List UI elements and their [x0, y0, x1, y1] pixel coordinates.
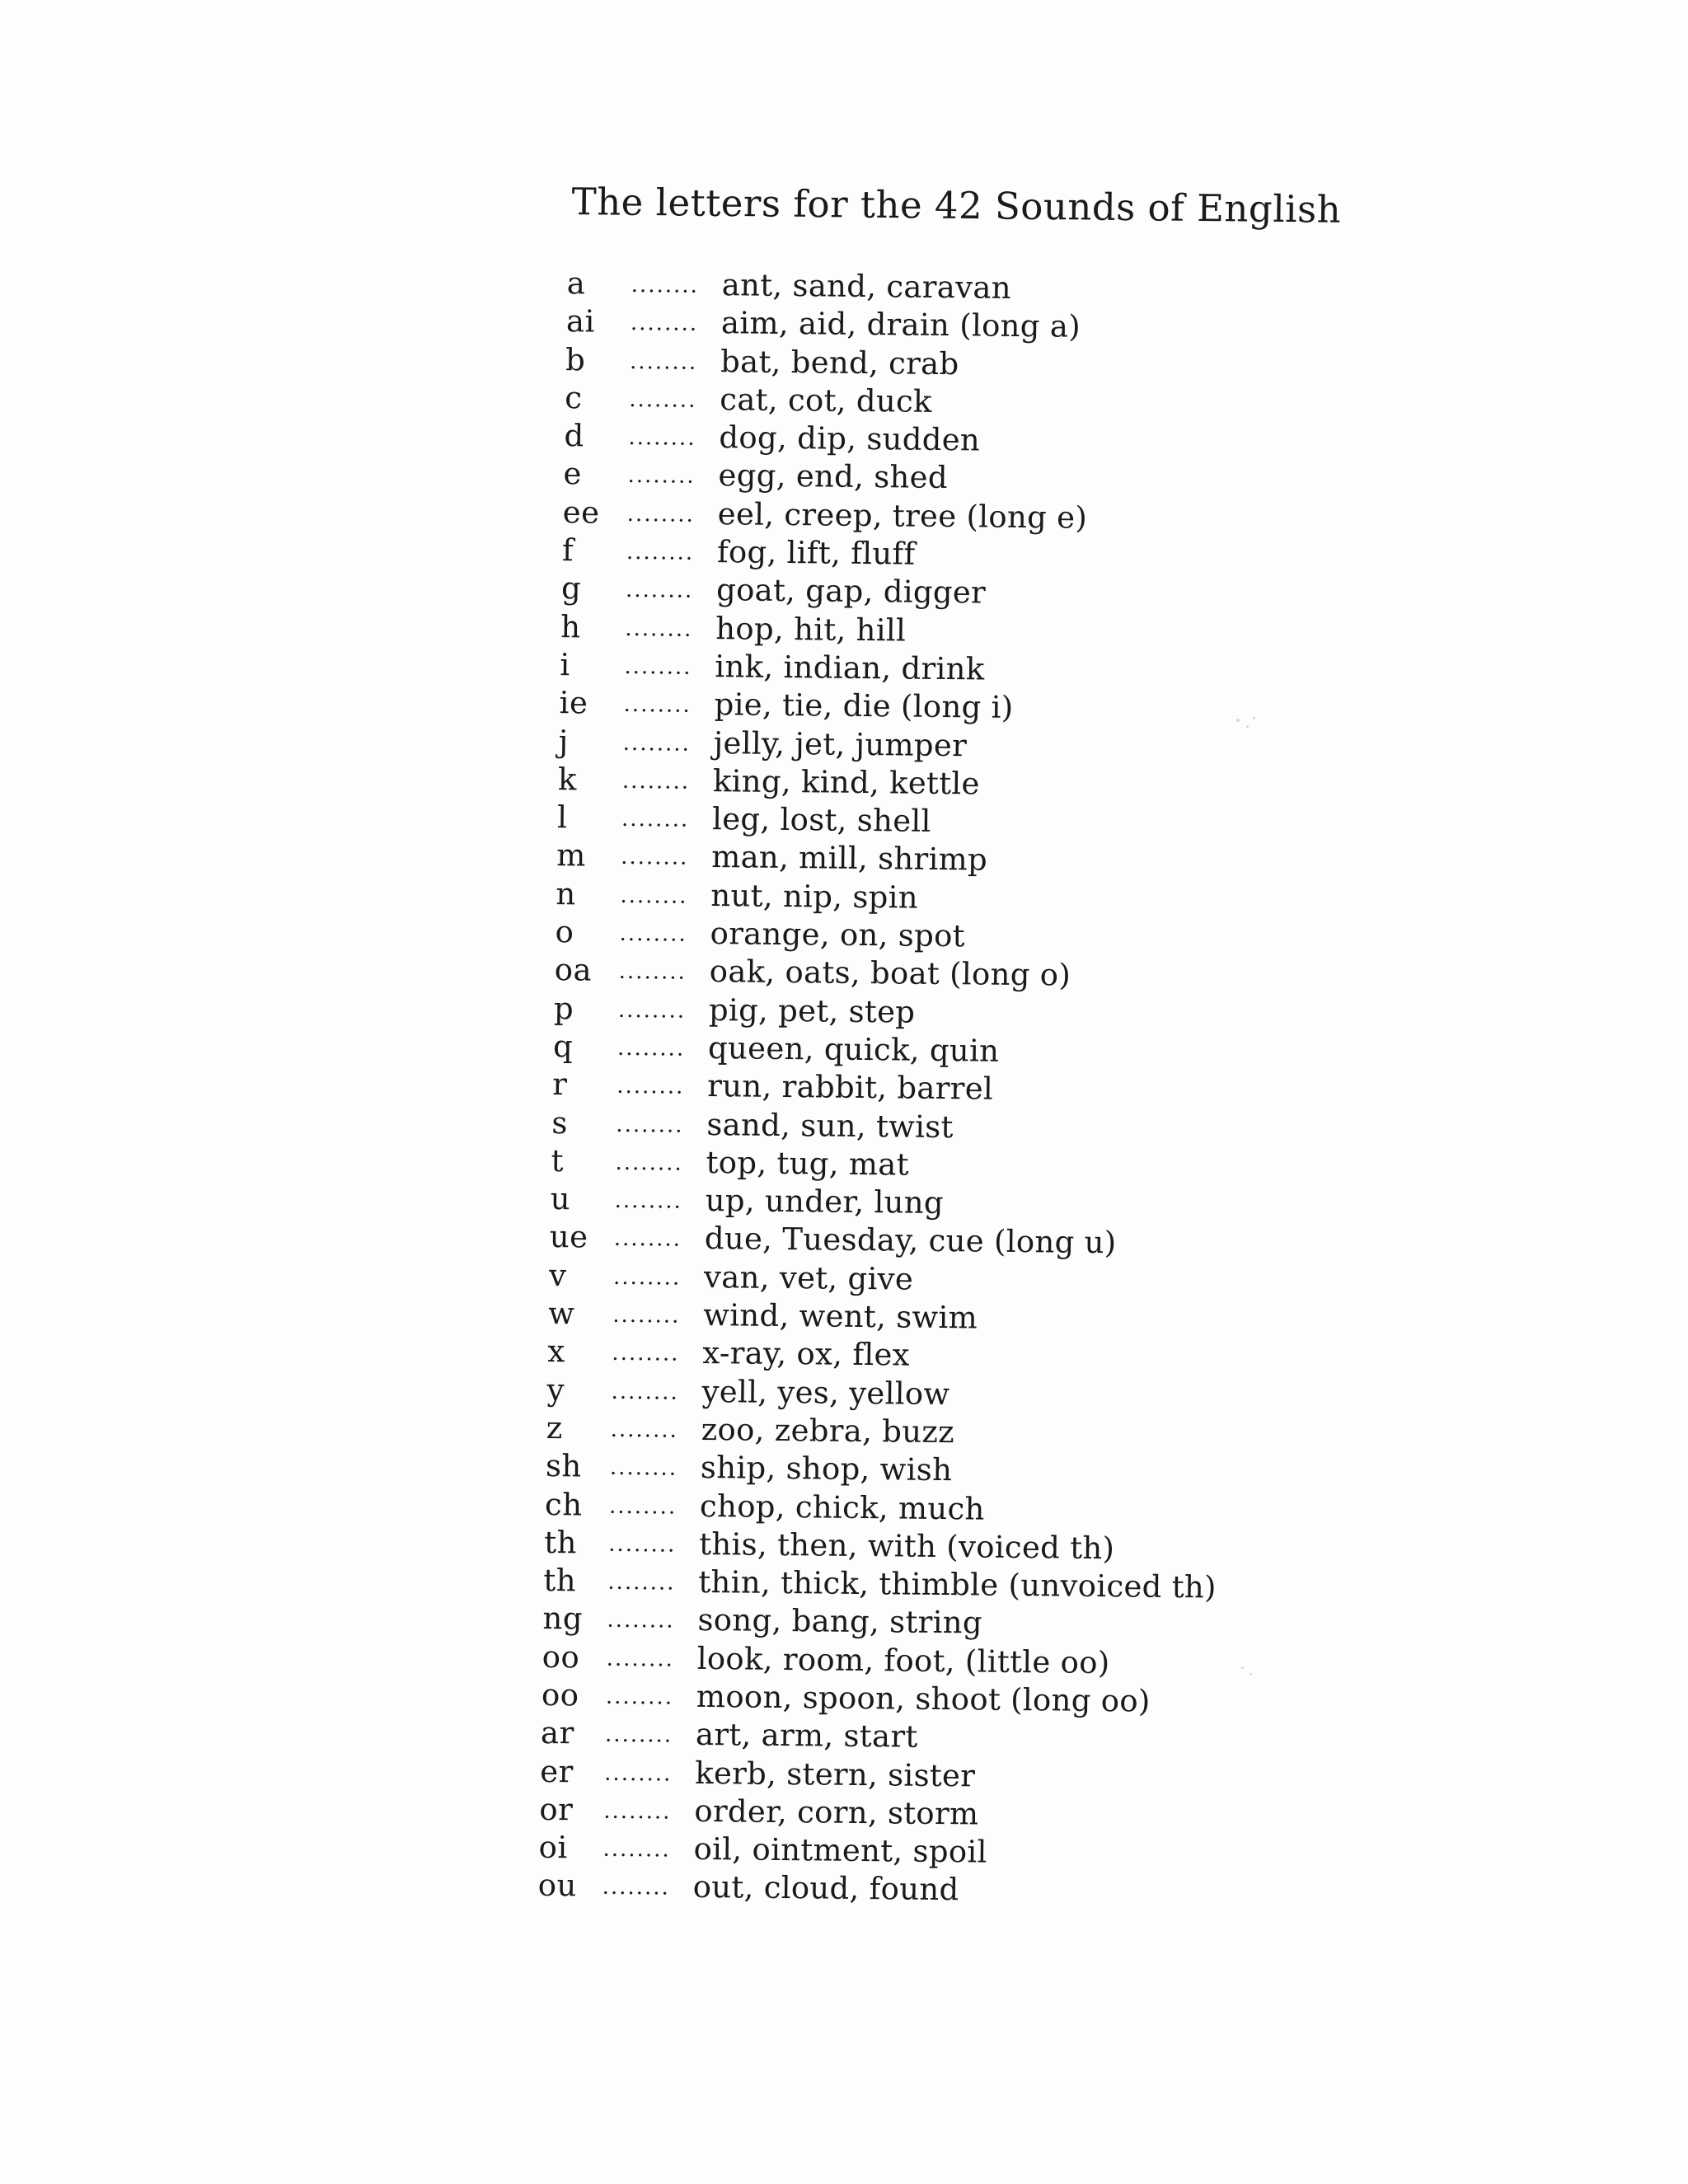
sound-letters: ou: [537, 1868, 578, 1904]
dot-leader: ........: [619, 921, 687, 947]
dot-leader: ........: [604, 1760, 673, 1787]
example-words: cat, cot, duck: [720, 382, 932, 419]
example-words: song, bang, string: [697, 1602, 983, 1641]
example-words: pig, pet, step: [708, 991, 916, 1030]
dot-leader: ........: [629, 349, 698, 375]
example-words: moon, spoon, shoot (long oo): [696, 1678, 1151, 1719]
example-words: kerb, stern, sister: [695, 1755, 976, 1794]
dot-leader: ........: [603, 1798, 672, 1825]
dot-leader: ........: [620, 883, 688, 909]
sound-letters: th: [543, 1563, 577, 1599]
sound-letters: sh: [545, 1448, 582, 1484]
sound-letters: i: [560, 647, 570, 683]
sound-letters: s: [551, 1104, 569, 1141]
example-words: aim, aid, drain (long a): [720, 305, 1081, 345]
example-words: look, room, foot, (little oo): [696, 1640, 1110, 1680]
scan-speck: [1236, 719, 1240, 722]
sound-letters: l: [556, 799, 568, 836]
sound-letters: f: [561, 532, 574, 569]
sound-letters: th: [544, 1524, 578, 1561]
sound-letters: or: [539, 1791, 574, 1828]
example-words: ant, sand, caravan: [721, 267, 1012, 306]
sound-letters: p: [553, 990, 574, 1026]
example-words: order, corn, storm: [694, 1793, 979, 1832]
sound-letters: d: [564, 418, 584, 454]
example-words: nut, nip, spin: [710, 877, 919, 916]
dot-leader: ........: [605, 1684, 674, 1710]
dot-leader: ........: [629, 387, 697, 413]
example-words: sand, sun, twist: [706, 1106, 954, 1145]
sound-letters: x: [547, 1333, 566, 1370]
page-title: The letters for the 42 Sounds of English: [571, 180, 1342, 232]
example-words: egg, end, shed: [718, 457, 949, 496]
sound-letters: h: [560, 608, 581, 645]
sound-letters: n: [556, 875, 576, 912]
dot-leader: ........: [604, 1722, 673, 1748]
example-words: this, then, with (voiced th): [699, 1526, 1115, 1567]
example-words: zoo, zebra, buzz: [701, 1411, 955, 1451]
dot-leader: ........: [602, 1875, 670, 1901]
dot-leader: ........: [608, 1531, 677, 1558]
dot-leader: ........: [617, 997, 687, 1024]
sound-letters: e: [563, 456, 583, 492]
dot-leader: ........: [610, 1417, 678, 1443]
sound-letters: ee: [562, 494, 600, 531]
sound-letters: v: [548, 1257, 567, 1293]
example-words: bat, bend, crab: [720, 343, 959, 382]
sound-letters: oi: [538, 1830, 568, 1866]
sound-letters: k: [557, 761, 578, 798]
example-words: eel, creep, tree (long e): [717, 495, 1088, 536]
sound-letters: t: [551, 1142, 565, 1179]
dot-leader: ........: [607, 1608, 675, 1634]
example-words: king, kind, kettle: [712, 762, 980, 802]
dot-leader: ........: [615, 1150, 683, 1176]
example-words: yell, yes, yellow: [701, 1373, 950, 1412]
sound-letters: o: [555, 914, 574, 950]
dot-leader: ........: [618, 959, 687, 986]
dot-leader: ........: [626, 540, 695, 565]
sound-letters: c: [565, 380, 583, 416]
example-words: queen, quick, quin: [707, 1029, 1000, 1069]
example-words: chop, chick, much: [699, 1488, 985, 1527]
example-words: man, mill, shrimp: [710, 839, 988, 879]
sound-letters: ue: [549, 1219, 588, 1255]
dot-leader: ........: [617, 1035, 686, 1062]
scan-speck: [1250, 1673, 1252, 1675]
dot-leader: ........: [625, 616, 693, 642]
example-words: out, cloud, found: [692, 1869, 959, 1908]
example-words: ink, indian, drink: [715, 649, 985, 687]
example-words: ship, shop, wish: [700, 1450, 953, 1488]
dot-leader: ........: [613, 1226, 682, 1253]
dot-leader: ........: [624, 654, 692, 680]
example-words: jelly, jet, jumper: [713, 724, 968, 763]
example-words: goat, gap, digger: [715, 572, 987, 611]
example-words: thin, thick, thimble (unvoiced th): [698, 1564, 1217, 1605]
example-words: leg, lost, shell: [711, 801, 931, 840]
dot-leader: ........: [603, 1836, 671, 1863]
example-words: hop, hit, hill: [715, 610, 907, 649]
dot-leader: ........: [606, 1646, 674, 1672]
example-words: art, arm, start: [695, 1717, 918, 1755]
example-words: pie, tie, die (long i): [714, 687, 1014, 726]
dot-leader: ........: [621, 807, 690, 832]
sound-letters: ie: [559, 685, 588, 721]
sound-letters: oo: [542, 1638, 580, 1675]
dot-leader: ........: [607, 1569, 676, 1596]
dot-leader: ........: [609, 1455, 678, 1481]
sound-letters: u: [550, 1181, 571, 1217]
sound-letters: r: [552, 1066, 568, 1103]
sound-letters: y: [546, 1371, 565, 1408]
sound-letters: g: [560, 570, 582, 607]
dot-leader: ........: [612, 1264, 682, 1291]
sound-letters: j: [558, 723, 569, 759]
dot-leader: ........: [623, 692, 692, 719]
example-words: top, tug, mat: [706, 1144, 909, 1183]
example-words: oak, oats, boat (long o): [709, 954, 1071, 993]
dot-leader: ........: [630, 311, 699, 337]
sound-letters: a: [566, 265, 586, 302]
example-words: x-ray, ox, flex: [702, 1335, 911, 1373]
sound-letters: oo: [541, 1676, 579, 1713]
dot-leader: ........: [611, 1379, 679, 1405]
dot-leader: ........: [621, 768, 691, 794]
dot-leader: ........: [617, 1074, 685, 1099]
dot-leader: ........: [622, 730, 692, 757]
sound-letters: ng: [542, 1601, 584, 1637]
example-words: fog, lift, fluff: [716, 534, 916, 572]
dot-leader: ........: [616, 1112, 684, 1138]
dot-leader: ........: [621, 845, 689, 871]
example-words: up, under, lung: [705, 1183, 945, 1221]
sound-letters: er: [540, 1753, 574, 1789]
dot-leader: ........: [608, 1493, 678, 1520]
dot-leader: ........: [614, 1188, 683, 1214]
dot-leader: ........: [631, 273, 700, 298]
sound-letters: z: [546, 1409, 563, 1446]
dot-leader: ........: [625, 578, 694, 604]
example-words: orange, on, spot: [710, 916, 966, 954]
sound-letters: ar: [540, 1715, 575, 1751]
example-words: dog, dip, sudden: [719, 419, 981, 458]
scan-speck: [1246, 725, 1249, 728]
sound-letters: q: [552, 1029, 574, 1065]
scan-speck: [1253, 717, 1255, 719]
dot-leader: ........: [612, 1341, 680, 1367]
dot-leader: ........: [612, 1302, 681, 1329]
example-words: wind, went, swim: [703, 1297, 978, 1336]
sound-list: [535, 265, 1217, 1908]
dot-leader: ........: [627, 463, 696, 490]
sound-letters: ai: [565, 303, 596, 340]
dot-leader: ........: [628, 425, 696, 452]
example-words: van, vet, give: [703, 1258, 914, 1297]
sound-letters: b: [565, 341, 586, 378]
dot-leader: ........: [626, 501, 696, 527]
example-words: oil, ointment, spoil: [693, 1831, 987, 1870]
sound-letters: w: [548, 1296, 575, 1332]
sound-letters: ch: [544, 1486, 583, 1522]
sound-letters: oa: [554, 952, 593, 988]
example-words: due, Tuesday, cue (long u): [704, 1221, 1117, 1261]
sound-letters: m: [556, 837, 587, 874]
scan-speck: [1241, 1666, 1244, 1669]
example-words: run, rabbit, barrel: [707, 1068, 994, 1107]
